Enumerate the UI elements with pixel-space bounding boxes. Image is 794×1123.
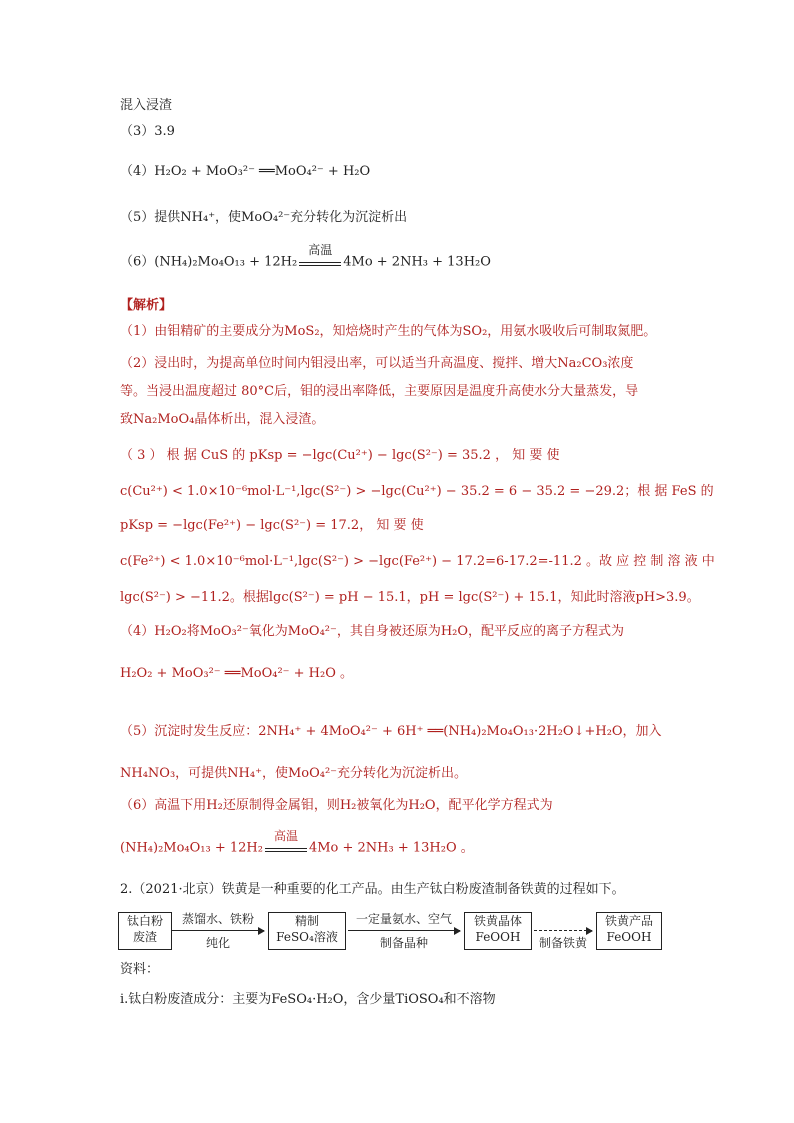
flow-box-feso4 — [268, 912, 346, 950]
flow-box-product-line1: 铁黄产品 — [604, 914, 653, 928]
analysis-2b: 等。当浸出温度超过 80°C后，钼的浸出率降低，主要原因是温度升高使水分大量蒸发，导 — [120, 384, 639, 399]
analysis-2a: （2）浸出时，为提高单位时间内钼浸出率，可以适当升高温度、搅拌、增大Na₂CO₃浓度 — [120, 356, 634, 371]
analysis-3c: pKsp = −lgc(Fe²⁺) − lgc(S²⁻) = 17.2， 知 要 使 — [120, 518, 424, 533]
equilibrium-arrow — [265, 829, 307, 858]
analysis-3a: （ 3 ） 根 据 CuS 的 pKsp = −lgc(Cu²⁺) − lgc(S²⁻) = 35.2 ， 知 要 使 — [120, 448, 560, 463]
answer-3: （3）3.9 — [120, 124, 175, 139]
flow-box-product-line2: FeOOH — [606, 930, 652, 944]
flow-arrow3-bottom: 制备铁黄 — [538, 936, 587, 950]
flow-box-feso4-line2: FeSO₄溶液 — [276, 930, 338, 944]
flow-box-crystal-line2: FeOOH — [475, 930, 521, 944]
flow-box-feso4-line1: 精制 — [294, 914, 319, 928]
analysis-6b — [120, 829, 474, 859]
analysis-4a: （4）H₂O₂将MoO₃²⁻氧化为MoO₄²⁻，其自身被还原为H₂O，配平反应的离子方程式为 — [120, 624, 625, 639]
flow-arrow1-bottom: 纯化 — [205, 936, 230, 950]
flow-box-product — [596, 912, 662, 950]
answer-6-right: 4Mo + 2NH₃ + 13H₂O — [343, 254, 491, 270]
analysis-3e: lgc(S²⁻) > −11.2。根据lgc(S²⁻) = pH − 15.1，pH = lgc(S²⁻) + 15.1，知此时溶液pH>3.9。 — [120, 590, 700, 605]
analysis-6b-left: (NH₄)₂Mo₄O₁₃ + 12H₂ — [120, 840, 263, 856]
analysis-3b: c(Cu²⁺) < 1.0×10⁻⁶mol·L⁻¹,lgc(S²⁻) > −lgc(Cu²⁺) − 35.2 = 6 − 35.2 = −29.2；根 据 FeS 的 — [120, 484, 714, 499]
analysis-6a: （6）高温下用H₂还原制得金属钼，则H₂被氧化为H₂O，配平化学方程式为 — [120, 798, 553, 813]
analysis-5a: （5）沉淀时发生反应：2NH₄⁺ + 4MoO₄²⁻ + 6H⁺ ══(NH₄)₂Mo₄O₁₃·2H₂O↓+H₂O，加入 — [120, 724, 662, 739]
flow-arrow2-top: 一定量氨水、空气 — [355, 912, 452, 926]
flow-box-crystal-line1: 铁黄晶体 — [473, 914, 522, 928]
analysis-1: （1）由钼精矿的主要成分为MoS₂，知焙烧时产生的气体为SO₂，用氨水吸收后可制取氮肥。 — [120, 324, 657, 339]
question-2: 2.（2021·北京）铁黄是一种重要的化工产品。由生产钛白粉废渣制备铁黄的过程如下。 — [120, 882, 625, 897]
answer-6 — [120, 243, 491, 273]
flow-box-waste-line2: 废渣 — [132, 930, 157, 944]
analysis-2c: 致Na₂MoO₄晶体析出，混入浸渣。 — [120, 412, 325, 427]
flow-arrow2-bottom: 制备晶种 — [379, 936, 428, 950]
analysis-5b: NH₄NO₃，可提供NH₄⁺，使MoO₄²⁻充分转化为沉淀析出。 — [120, 766, 468, 781]
material-heading: 资料： — [120, 962, 160, 977]
answer-4: （4）H₂O₂ + MoO₃²⁻ ══MoO₄²⁻ + H₂O — [120, 164, 371, 179]
flow-box-crystal — [464, 912, 532, 950]
answer-5: （5）提供NH₄⁺，使MoO₄²⁻充分转化为沉淀析出 — [120, 210, 408, 225]
analysis-4b: H₂O₂ + MoO₃²⁻ ══MoO₄²⁻ + H₂O 。 — [120, 666, 354, 681]
answer-line-1: 混入浸渣 — [120, 98, 173, 113]
flow-box-waste — [118, 912, 172, 950]
answer-6-left: （6）(NH₄)₂Mo₄O₁₃ + 12H₂ — [120, 254, 298, 270]
flow-arrow-3 — [534, 930, 592, 931]
condition-label: 高温 — [308, 243, 333, 257]
material-item-1: i.钛白粉废渣成分：主要为FeSO₄·H₂O，含少量TiOSO₄和不溶物 — [120, 992, 496, 1007]
equilibrium-arrow — [299, 243, 341, 272]
flow-arrow-2 — [348, 930, 460, 931]
condition-label: 高温 — [273, 829, 298, 843]
analysis-6b-right: 4Mo + 2NH₃ + 13H₂O 。 — [308, 840, 474, 856]
flow-arrow1-top: 蒸馏水、铁粉 — [181, 912, 254, 926]
flow-arrow-1 — [172, 930, 264, 931]
analysis-heading: 【解析】 — [120, 298, 173, 313]
analysis-3d: c(Fe²⁺) < 1.0×10⁻⁶mol·L⁻¹,lgc(S²⁻) > −lgc(Fe²⁺) − 17.2=6-17.2=-11.2 。故 应 控 制 溶 液 中 — [120, 554, 715, 569]
flow-box-waste-line1: 钛白粉 — [126, 914, 163, 928]
